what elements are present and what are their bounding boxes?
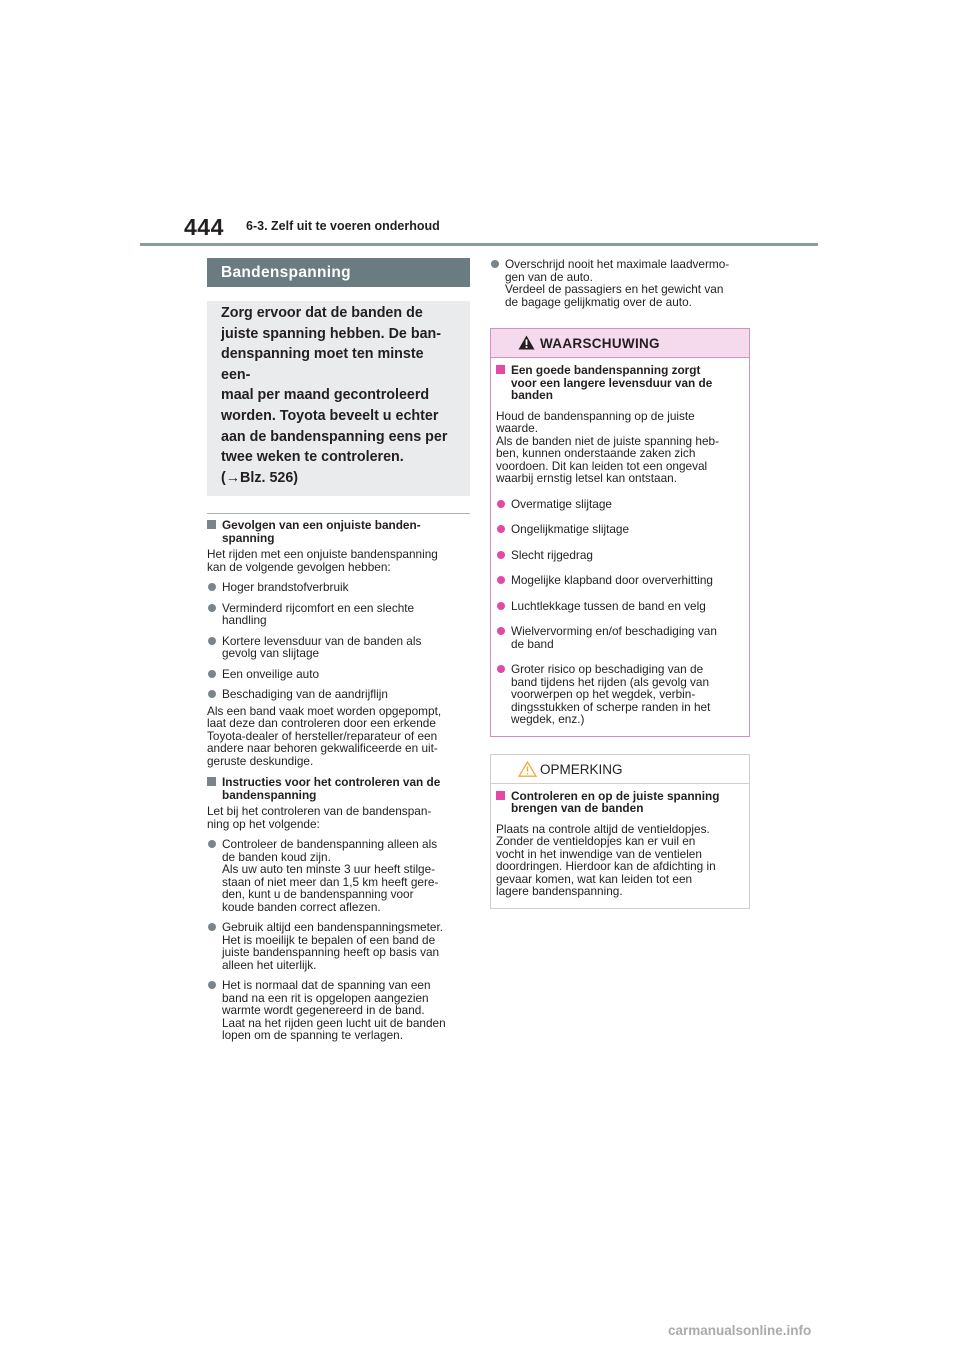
page-number: 444 [184,214,224,240]
bullet-item: Mogelijke klapband door oververhitting [496,574,744,587]
note-body [491,784,749,908]
bullet-item: Kortere levensduur van de banden als gevolg van slijtage [207,635,470,660]
square-bullet-icon [207,777,216,786]
paragraph: Plaats na controle altijd de ventieldopjes. Zonder de ventieldopjes kan er vuil en vocht in het inwendige van de ventielen doordringen. Hierdoor kan de afdichting in gevaar komen, wat kan leiden tot een lagere bandenspanning. [496,821,716,898]
bullet-item: Controleer de bandenspanning alleen als de banden koud zijn. Als uw auto ten minste 3 uur heeft stilge- staan of niet meer dan 1,5 km heeft gere- den, kunt u de bandenspanning voor koude banden correct aflezen. [207,838,470,913]
intro-line: worden. Toyota beveelt u echter [221,407,439,424]
warning-header [491,329,749,358]
warning-box [490,328,750,737]
left-column [207,258,470,1042]
bullet-dot-icon [208,923,216,931]
bullet-item: Ongelijkmatige slijtage [496,523,744,536]
square-bullet-icon [207,520,216,529]
bullet-dot-icon [208,840,216,848]
intro-line: denspanning moet ten minste een- [221,346,424,383]
warning-triangle-icon [518,335,535,350]
paragraph: Let bij het controleren van de bandenspan- ning op het volgende: [207,804,432,831]
bullet-item: Hoger brandstofverbruik [207,581,470,594]
intro-line: aan de bandenspanning eens per [221,428,448,445]
bullet-dot-icon [497,627,505,635]
bullet-dot-icon [497,602,505,610]
square-bullet-icon [496,791,505,800]
bullet-item: Een onveilige auto [207,668,470,681]
note-subheading: Controleren en op de juiste spanning brengen van de banden [496,790,744,815]
warning-title: WAARSCHUWING [540,336,660,351]
intro-line: twee weken te controleren. [221,449,404,466]
bullet-dot-icon [497,551,505,559]
note-header [491,755,749,784]
note-title: OPMERKING [540,761,623,777]
intro-line: Zorg ervoor dat de banden de [221,305,423,321]
square-bullet-icon [496,365,505,374]
bullet-item: Slecht rijgedrag [496,549,744,562]
bullet-dot-icon [491,260,499,268]
subheading-instructions: Instructies voor het controleren van de bandenspanning [207,776,470,801]
paragraph: Houd de bandenspanning op de juiste waarde. Als de banden niet de juiste spanning heb- ben, kunnen onderstaande zaken zich voordoen. Dit kan leiden tot een ongeval waarbij ernstig letsel kan ontstaan. [496,408,719,485]
caution-triangle-icon [518,761,537,777]
section-heading: Bandenspanning [207,258,470,287]
intro-line: juiste spanning hebben. De ban- [221,325,442,342]
bullet-item: Verminderd rijcomfort en een slechte handling [207,602,470,627]
right-column [490,258,750,909]
section-title: 6-3. Zelf uit te voeren onderhoud [246,219,440,233]
page-reference: (→Blz. 526) [221,469,299,486]
paragraph: Het rijden met een onjuiste bandenspanning kan de volgende gevolgen hebben: [207,547,438,574]
bullet-dot-icon [497,525,505,533]
bullet-dot-icon [497,500,505,508]
bullet-dot-icon [208,583,216,591]
bullet-dot-icon [497,665,505,673]
bullet-item: Het is normaal dat de spanning van een band na een rit is opgelopen aangezien warmte wordt gegenereerd in de band. Laat na het rijden geen lucht uit de banden lopen om de spanning te verlagen. [207,979,470,1042]
intro-line: maal per maand gecontroleerd [221,387,430,404]
bullet-dot-icon [208,604,216,612]
warning-body [491,358,749,736]
bullet-dot-icon [497,576,505,584]
bullet-item: Overschrijd nooit het maximale laadvermo- gen van de auto. Verdeel de passagiers en het gewicht van de bagage gelijkmatig over de auto. [490,258,750,308]
subheading-consequences: Gevolgen van een onjuiste banden- spanning [207,519,470,544]
bullet-item: Luchtlekkage tussen de band en velg [496,600,744,613]
bullet-dot-icon [208,637,216,645]
bullet-dot-icon [208,670,216,678]
divider [207,513,470,514]
bullet-item: Wielvervorming en/of beschadiging van de band [496,625,744,650]
warning-subheading: Een goede bandenspanning zorgt voor een langere levensduur van de banden [496,364,744,402]
bullet-item: Gebruik altijd een bandenspanningsmeter. Het is moeilijk te bepalen of een band de juiste bandenspanning heeft op basis van alleen het uiterlijk. [207,921,470,971]
intro-box [207,301,470,496]
paragraph: Als een band vaak moet worden opgepompt, laat deze dan controleren door een erkende Toyota-dealer of hersteller/reparateur of een andere naar behoren gekwalificeerde en uit- geruste deskundige. [207,703,442,768]
bullet-item: Beschadiging van de aandrijflijn [207,688,470,701]
header-rule [140,243,818,246]
watermark: carmanualsonline.info [668,1323,812,1338]
bullet-item: Groter risico op beschadiging van de band tijdens het rijden (als gevolg van voorwerpen op het wegdek, verbin- dingsstukken of scherpe randen in het wegdek, enz.) [496,663,744,726]
bullet-dot-icon [208,690,216,698]
bullet-item: Overmatige slijtage [496,498,744,511]
bullet-dot-icon [208,981,216,989]
note-box [490,754,750,909]
